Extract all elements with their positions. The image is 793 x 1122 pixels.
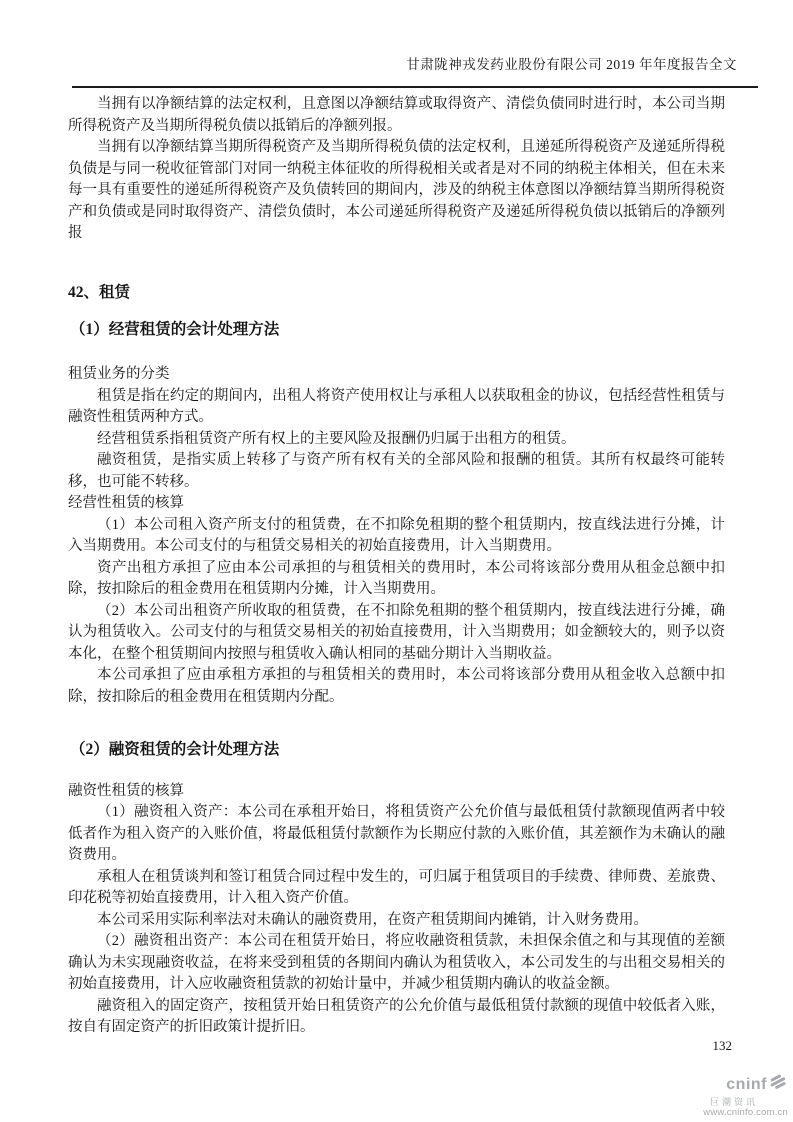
cninfo-site-name: 巨潮资讯 [709,1097,758,1107]
para-finance-3: 本公司采用实际利率法对未确认的融资费用，在资产租赁期间内摊销，计入财务费用。 [97,911,648,928]
heading-finance-lease-method: （2）融资租赁的会计处理方法 [70,741,280,759]
report-title: 甘肃陇神戎发药业股份有限公司 2019 年年度报告全文 [406,57,737,72]
para-operating-1: （1）本公司租入资产所支付的租赁费，在不扣除免租期的整个租赁期内，按直线法进行分摊，计入当期费用。本公司支付的与租赁交易相关的初始直接费用，计入当期费用。 [68,516,725,555]
para-operating-3: （2）本公司出租资产所收取的租赁费，在不扣除免租期的整个租赁期内，按直线法进行分摊，确认为租赁收入。公司支付的与租赁交易相关的初始直接费用，计入当期费用；如金额较大的，则予以资本化，在整个租赁期间内按照与租赁收入确认相同的基础分期计入当期收益。 [68,602,725,662]
para-lease-definition: 租赁是指在约定的期间内，出租人将资产使用权让与承租人以获取租金的协议，包括经营性租赁与融资性租赁两种方式。 [68,387,725,426]
cninfo-swirl-icon [769,1074,788,1096]
heading-42-lease: 42、租赁 [68,283,131,301]
cninfo-brand-row [678,1074,788,1096]
label-finance-lease-account: 融资性租赁的核算 [68,782,184,799]
page-header [72,53,758,88]
para-finance-2: 承租人在租赁谈判和签订租赁合同过程中发生的，可归属于租赁项目的手续费、律师费、差旅费、印花税等初始直接费用，计入租入资产价值。 [68,868,725,907]
para-finance-1: （1）融资租入资产：本公司在承租开始日，将租赁资产公允价值与最低租赁付款额现值两者中较低者作为租入资产的入账价值，将最低租赁付款额作为长期应付款的入账价值，其差额作为未确认的融资费用。 [68,804,725,864]
para-finance-4: （2）融资租出资产：本公司在租赁开始日，将应收融资租赁款，未担保余值之和与其现值的差额确认为未实现融资收益，在将来受到租赁的各期间内确认为租赁收入，本公司发生的与出租交易相关的初始直接费用，计入应收融资租赁款的初始计量中，并减少租赁期内确认的收益金额。 [68,933,725,993]
cninfo-brand-text: cninf [726,1076,767,1093]
para-deferred-tax-offset: 当拥有以净额结算当期所得税资产及当期所得税负债的法定权利，且递延所得税资产及递延所得税负债是与同一税收征管部门对同一纳税主体征收的所得税相关或者是对不同的纳税主体相关，但在未来每一具有重要性的递延所得税资产及负债转回的期间内，涉及的纳税主体意图以净额结算当期所得税资产和负债或是同时取得资产、清偿负债时，本公司递延所得税资产及递延所得税负债以抵销后的净额列报 [68,139,725,241]
para-operating-lease-def: 经营租赁系指租赁资产所有权上的主要风险及报酬仍归属于出租方的租赁。 [97,430,576,447]
para-operating-2: 资产出租方承担了应由本公司承担的与租赁相关的费用时，本公司将该部分费用从租金总额中扣除，按扣除后的租金费用在租赁期内分摊，计入当期费用。 [68,559,725,598]
para-finance-lease-def: 融资租赁，是指实质上转移了与资产所有权有关的全部风险和报酬的租赁。其所有权最终可能转移，也可能不转移。 [68,452,725,490]
cninfo-url: www.cninfo.com.cn [703,1107,788,1118]
label-lease-classification: 租赁业务的分类 [68,366,170,383]
para-tax-net-settlement: 当拥有以净额结算的法定权利，且意图以净额结算或取得资产、清偿负债同时进行时，本公司当期所得税资产及当期所得税负债以抵销后的净额列报。 [68,96,725,134]
heading-operating-lease-method: （1）经营租赁的会计处理方法 [70,321,280,339]
page-number: 132 [712,1038,732,1053]
para-operating-4: 本公司承担了应由承租方承担的与租赁相关的费用时，本公司将该部分费用从租金收入总额中扣除，按扣除后的租金费用在租赁期内分配。 [68,667,725,705]
document-body [68,94,725,1039]
label-operating-lease-account: 经营性租赁的核算 [68,495,184,512]
cninfo-watermark [678,1074,788,1118]
para-finance-5: 融资租入的固定资产，按租赁开始日租赁资产的公允价值与最低租赁付款额的现值中较低者入账，按自有固定资产的折旧政策计提折旧。 [68,997,725,1036]
